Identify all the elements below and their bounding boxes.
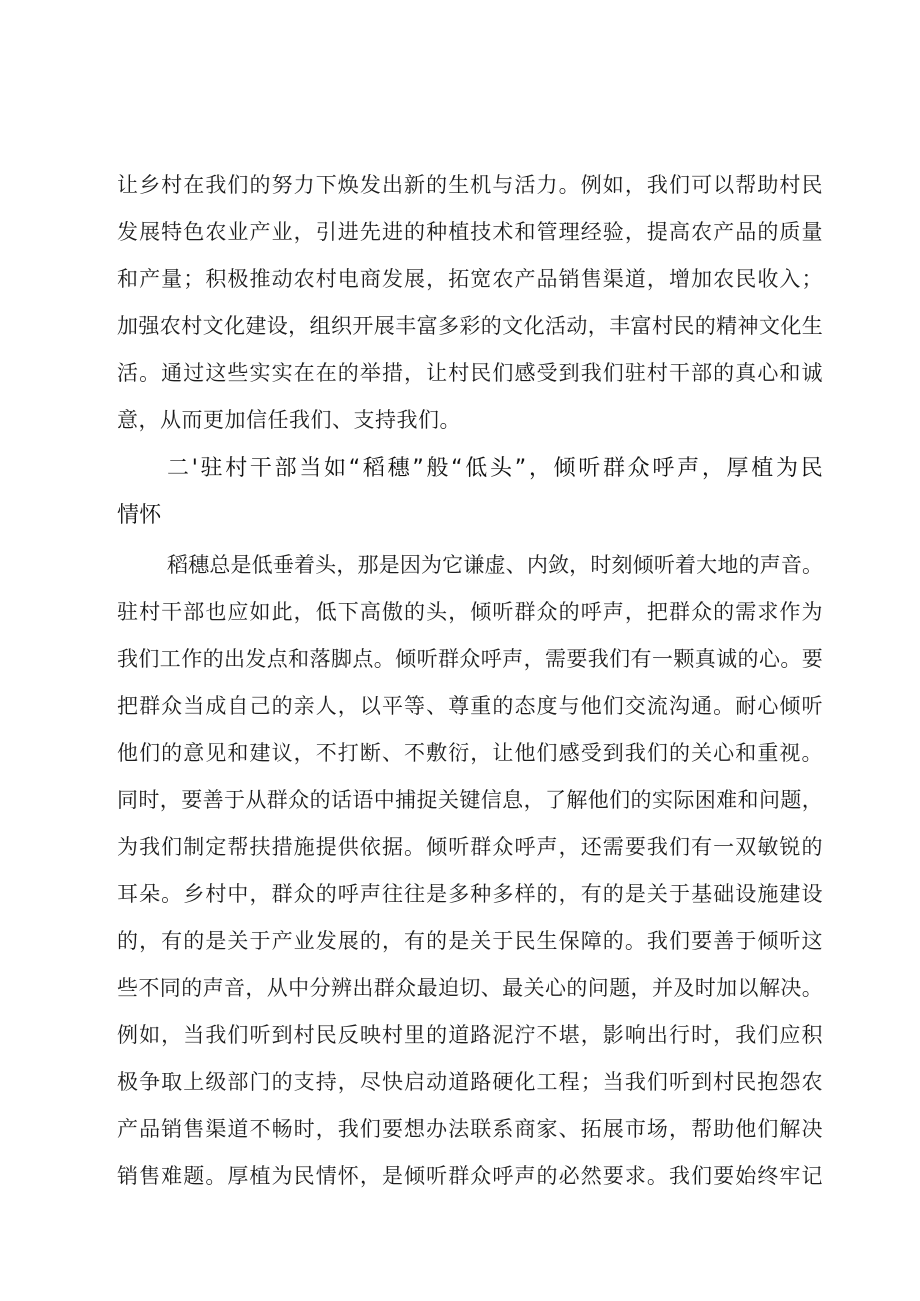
- paragraph-line: 加强农村文化建设，组织开展丰富多彩的文化活动，丰富村民的精神文化生: [117, 314, 823, 338]
- paragraph-line: 为我们制定帮扶措施提供依据。倾听群众呼声，还需要我们有一双敏锐的: [117, 835, 823, 859]
- paragraph-line: 我们工作的出发点和落脚点。倾听群众呼声，需要我们有一颗真诚的心。要: [117, 647, 823, 671]
- paragraph-line: 活。通过这些实实在在的举措，让村民们感受到我们驻村干部的真心和诚: [117, 361, 823, 385]
- paragraph-line: 让乡村在我们的努力下焕发出新的生机与活力。例如，我们可以帮助村民: [117, 173, 823, 197]
- heading-line: 情怀: [117, 503, 162, 528]
- paragraph-line: 意，从而更加信任我们、支持我们。: [117, 408, 461, 432]
- paragraph-line: 他们的意见和建议，不打断、不敷衍，让他们感受到我们的关心和重视。: [117, 741, 823, 765]
- paragraph-line: 产品销售渠道不畅时，我们要想办法联系商家、拓展市场，帮助他们解决: [117, 1117, 823, 1141]
- paragraph-line: 例如，当我们听到村民反映村里的道路泥泞不堪，影响出行时，我们应积: [117, 1023, 823, 1047]
- paragraph-line: 驻村干部也应如此，低下高傲的头，倾听群众的呼声，把群众的需求作为: [117, 600, 823, 624]
- paragraph-line: 和产量；积极推动农村电商发展，拓宽农产品销售渠道，增加农民收入；: [117, 267, 823, 291]
- paragraph-line: 销售难题。厚植为民情怀，是倾听群众呼声的必然要求。我们要始终牢记: [117, 1164, 823, 1188]
- paragraph-line: 稻穗总是低垂着头，那是因为它谦虚、内敛，时刻倾听着大地的声音。: [167, 553, 823, 577]
- paragraph-line: 极争取上级部门的支持，尽快启动道路硬化工程；当我们听到村民抱怨农: [117, 1070, 823, 1094]
- heading-line: 二'驻村干部当如“稻穗”般“低头”，倾听群众呼声，厚植为民: [167, 456, 823, 481]
- paragraph-line: 些不同的声音，从中分辨出群众最迫切、最关心的问题，并及时加以解决。: [117, 976, 823, 1000]
- paragraph-line: 把群众当成自己的亲人，以平等、尊重的态度与他们交流沟通。耐心倾听: [117, 694, 823, 718]
- paragraph-line: 的，有的是关于产业发展的，有的是关于民生保障的。我们要善于倾听这: [117, 929, 823, 953]
- paragraph-line: 耳朵。乡村中，群众的呼声往往是多种多样的，有的是关于基础设施建设: [117, 882, 823, 906]
- paragraph-line: 发展特色农业产业，引进先进的种植技术和管理经验，提高农产品的质量: [117, 220, 823, 244]
- paragraph-line: 同时，要善于从群众的话语中捕捉关键信息，了解他们的实际困难和问题，: [117, 788, 823, 812]
